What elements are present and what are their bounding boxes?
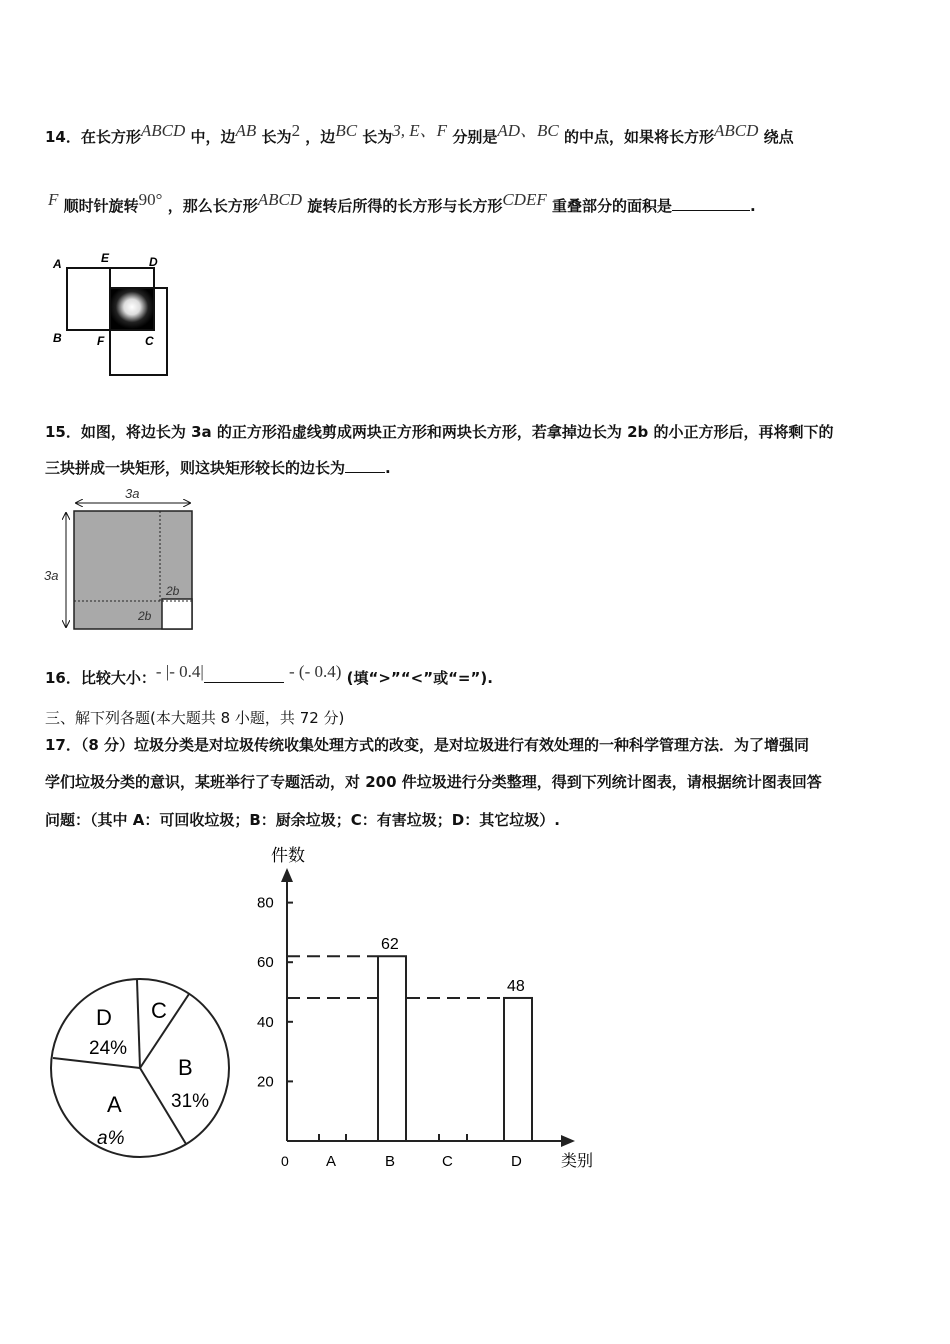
q14-text: 分别是 [452, 128, 498, 146]
answer-blank[interactable] [345, 458, 385, 473]
y-tick-label: 60 [257, 954, 274, 972]
x-tick-label-b: B [385, 1153, 396, 1170]
pie-label-d: D [96, 1005, 112, 1030]
x-axis-label: 类别 [561, 1153, 594, 1170]
bar-b [378, 956, 406, 1141]
section-heading: 三、解下列各题(本大题共 8 小题，共 72 分) [45, 709, 345, 727]
x-tick-label-c: C [442, 1153, 453, 1170]
y-axis-label: 件数 [271, 846, 305, 865]
math-abcd: ABCD [257, 190, 303, 209]
q17-line1: 17．（8 分）垃圾分类是对垃圾传统收集处理方式的改变，是对垃圾进行有效处理的一种科学管理方法．为了增强同 [45, 736, 810, 754]
q14-text: 重叠部分的面积是 [551, 197, 672, 215]
math-left-expression: - |- 0.4| [155, 662, 204, 681]
bar-value-label-b: 62 [381, 936, 399, 954]
overlap-region [111, 289, 153, 329]
math-cdef: CDEF [502, 190, 547, 209]
q14-number: 14． [45, 128, 81, 146]
q14-text: ，边 [305, 128, 336, 146]
q14-text: 顺时针旋转 [63, 197, 139, 215]
q14-line2 [48, 190, 756, 216]
label-d: D [149, 255, 158, 269]
math-abcd: ABCD [140, 121, 186, 140]
pie-value-b: 31% [171, 1091, 210, 1112]
q14-text: 旋转后所得的长方形与长方形 [307, 197, 503, 215]
pie-label-c: C [151, 998, 167, 1023]
pie-label-a: A [107, 1092, 122, 1117]
q14-text: 中，边 [190, 128, 236, 146]
math-3ef: 3, E、F [392, 121, 448, 140]
label-top-3a: 3a [125, 486, 140, 501]
y-axis-arrow [281, 868, 293, 882]
q14-figure [45, 248, 180, 383]
q16-number: 16．比较大小： [45, 669, 156, 687]
q14-text: 的中点，如果将长方形 [563, 128, 714, 146]
y-tick-label: 40 [257, 1013, 274, 1031]
q16-line [45, 662, 493, 688]
q14-line1 [45, 116, 794, 147]
small-square-removed [162, 599, 192, 629]
q15-line1: 15．如图，将边长为 3a 的正方形沿虚线剪成两块正方形和两块长方形，若拿掉边长为 2b 的小正方形后，再将剩下的 [45, 423, 834, 441]
label-c: C [145, 334, 154, 348]
q14-text: 在长方形 [80, 128, 141, 146]
label-b: B [53, 331, 62, 345]
q14-text: . [749, 197, 756, 215]
q15-text: 三块拼成一块矩形，则这块矩形较长的边长为 [45, 459, 346, 477]
x-tick-label-a: A [326, 1153, 337, 1170]
math-f: F [48, 190, 59, 209]
answer-blank[interactable] [672, 196, 750, 211]
origin-label: 0 [281, 1153, 289, 1169]
q15-figure [42, 485, 202, 635]
math-ad-bc: AD、BC [497, 121, 559, 140]
label-f: F [97, 334, 105, 348]
x-axis-arrow [561, 1135, 575, 1147]
math-abcd: ABCD [713, 121, 759, 140]
pie-value-d: 24% [89, 1038, 128, 1059]
math-2: 2 [291, 121, 301, 140]
label-e: E [101, 251, 110, 265]
pie-chart [45, 962, 235, 1174]
q14-text: 长为 [362, 128, 393, 146]
bar-d [504, 998, 532, 1141]
q17-line3: 问题：（其中 A：可回收垃圾；B：厨余垃圾；C：有害垃圾；D：其它垃圾）. [45, 811, 560, 829]
math-right-expression: - (- 0.4) [289, 662, 342, 681]
answer-blank[interactable] [204, 668, 284, 683]
q14-text: ，那么长方形 [167, 197, 258, 215]
bar-chart [245, 838, 615, 1178]
q15-text: . [385, 459, 391, 477]
label-bottom-2b: 2b [138, 609, 152, 623]
math-bc: BC [335, 121, 358, 140]
math-90deg: 90° [138, 190, 163, 209]
bar-value-label-d: 48 [507, 977, 525, 995]
q14-text: 绕点 [763, 128, 794, 146]
q16-text: (填“>”“<”或“=”). [346, 669, 493, 687]
label-a: A [53, 257, 62, 271]
label-left-3a: 3a [44, 568, 59, 583]
x-tick-label-d: D [511, 1153, 522, 1170]
q17-line2: 学们垃圾分类的意识，某班举行了专题活动，对 200 件垃圾进行分类整理，得到下列统计图表，请根据统计图表回答 [45, 773, 822, 791]
q15-line2 [45, 457, 391, 478]
pie-value-a: a% [97, 1128, 125, 1149]
y-tick-label: 20 [257, 1073, 274, 1091]
y-tick-label: 80 [257, 894, 274, 912]
q14-text: 长为 [261, 128, 292, 146]
label-right-2b: 2b [166, 584, 180, 598]
math-ab: AB [235, 121, 257, 140]
pie-label-b: B [178, 1055, 193, 1080]
